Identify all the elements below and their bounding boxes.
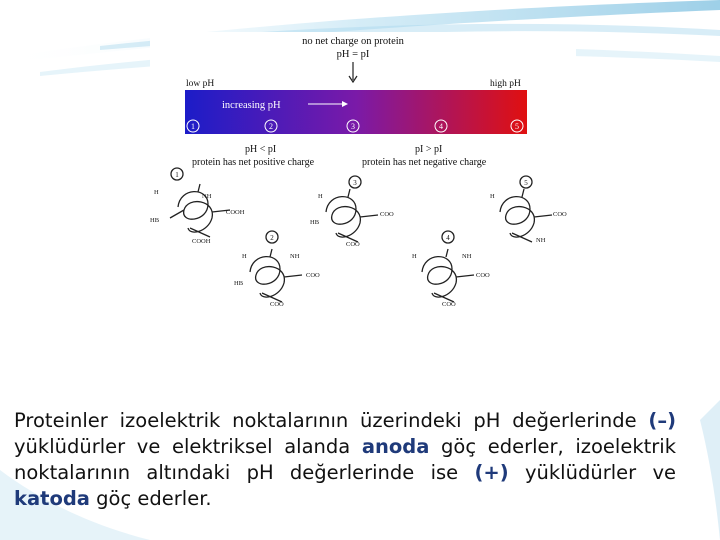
- group-1-hb: HB: [150, 217, 160, 224]
- isoelectric-point-figure: [150, 32, 576, 312]
- protein-1: [170, 168, 230, 237]
- gradient-label: increasing pH: [222, 100, 281, 111]
- marker-fig-5: 5: [524, 179, 528, 187]
- anode-term: anoda: [361, 435, 430, 458]
- positive-charge-sign: (+): [474, 461, 509, 484]
- negative-charge-sign: (–): [648, 409, 676, 432]
- paragraph-part-4: yüklüdürler ve: [508, 461, 676, 484]
- high-ph-label: high pH: [490, 79, 521, 89]
- right-edge-swoosh: [700, 400, 720, 540]
- group-3-coo-2: COO: [346, 241, 360, 248]
- group-3-coo: COO: [380, 211, 394, 218]
- group-4-h2n: H: [412, 253, 417, 260]
- paragraph-part-5: göç ederler.: [89, 487, 212, 510]
- group-2-nh3: NH: [290, 253, 300, 260]
- cathode-term: katoda: [14, 487, 90, 510]
- paragraph-part-1: Proteinler izoelektrik noktalarının üzerindeki pH değerlerinde: [14, 409, 649, 432]
- left-condition: pH < pI: [245, 144, 277, 155]
- marker-fig-3: 3: [353, 179, 357, 187]
- group-5-coo: COO: [553, 211, 567, 218]
- group-2-coo-2: COO: [270, 301, 284, 308]
- marker-fig-4: 4: [446, 234, 450, 242]
- marker-fig-1: 1: [175, 171, 179, 179]
- right-caption: protein has net negative charge: [362, 157, 487, 168]
- group-4-coo-2: COO: [442, 301, 456, 308]
- group-2-hb: HB: [234, 280, 244, 287]
- group-3-hb: HB: [310, 219, 320, 226]
- group-1-nh3: NH: [202, 193, 212, 200]
- marker-3: 3: [351, 122, 355, 131]
- group-1-cooh: COOH: [226, 209, 245, 216]
- group-5-nh3: NH: [536, 237, 546, 244]
- group-3-h2n: H: [318, 193, 323, 200]
- marker-4: 4: [439, 122, 443, 131]
- group-4-coo: COO: [476, 272, 490, 279]
- marker-fig-2: 2: [270, 234, 274, 242]
- marker-1: 1: [191, 122, 195, 131]
- figure-svg: [150, 32, 576, 312]
- paragraph-part-3: göç ederler, izoelektrik noktalarının altındaki pH değerlerinde ise: [14, 435, 677, 484]
- protein-3: [326, 176, 378, 242]
- right-condition: pI > pI: [415, 144, 443, 155]
- ph-gradient-bar: [185, 90, 527, 134]
- explanation-paragraph: [14, 408, 676, 512]
- protein-2: [250, 231, 302, 302]
- top-equation: pH = pI: [336, 49, 370, 60]
- group-2-coo: COO: [306, 272, 320, 279]
- top-title: no net charge on protein: [302, 36, 404, 47]
- paragraph-part-2: yüklüdürler ve elektriksel alanda: [14, 435, 362, 458]
- group-1-cooh-2: COOH: [192, 238, 211, 245]
- low-ph-label: low pH: [186, 79, 215, 89]
- marker-5: 5: [515, 122, 519, 131]
- group-4-nh3: NH: [462, 253, 472, 260]
- group-5-h2n: H: [490, 193, 495, 200]
- group-1-h2n: H: [154, 189, 159, 196]
- marker-2: 2: [269, 122, 273, 131]
- left-caption: protein has net positive charge: [192, 157, 315, 168]
- group-2-h2n: H: [242, 253, 247, 260]
